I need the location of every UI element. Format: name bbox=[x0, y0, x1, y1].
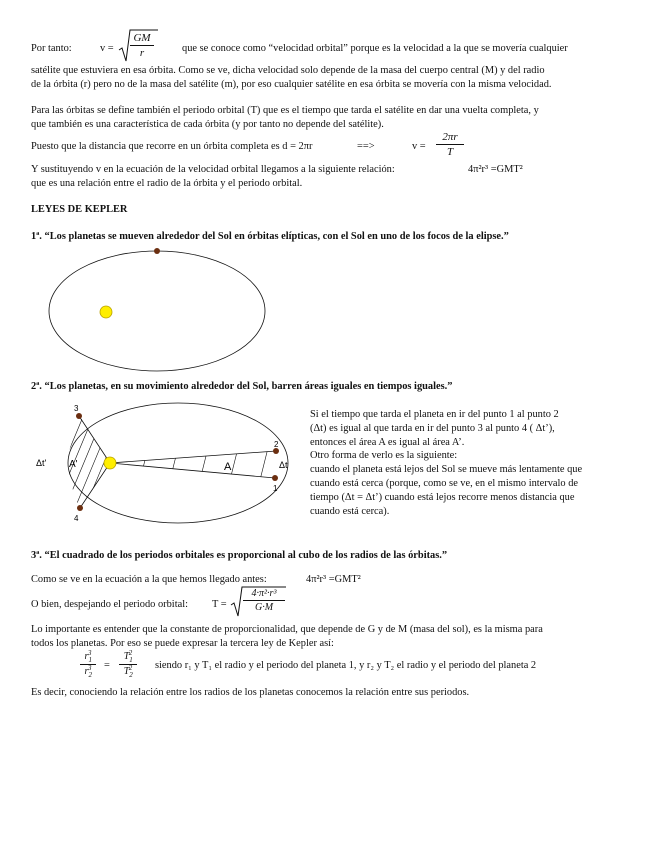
period-line-2: que también es una característica de cada órbita (y por tanto no depende del satélite). bbox=[31, 119, 384, 130]
period-line-1: Para las órbitas se define también el periodo orbital (T) que es el tiempo que tarda el satélite en dar una vuelta completa, y bbox=[31, 105, 539, 116]
sun-icon bbox=[100, 306, 112, 318]
ratio-description: siendo r₁ y T₁ el radio y el periodo del planeta 1, y r₂ y T₂ el radio y el periodo del planeta 2 bbox=[155, 660, 537, 671]
t-denominator: G·M bbox=[254, 602, 274, 613]
velocity-denominator: r bbox=[139, 47, 145, 59]
velocity-formula bbox=[130, 31, 154, 60]
law-2-text-line: cuando está cerca (porque, como se ve, en el mismo intervalo de bbox=[310, 477, 579, 489]
law-2-heading: 2ª. “Los planetas, en su movimiento alrededor del Sol, barren áreas iguales en tiempos iguales.” bbox=[31, 381, 453, 392]
law-2-text-line: tiempo (Δt = Δt’) cuando está lejos recorre menos distancia que bbox=[310, 491, 575, 503]
period-frac-den: T bbox=[446, 146, 454, 158]
law-3-heading: 3ª. “El cuadrado de los periodos orbitales es proporcional al cubo de los radios de las órbitas.” bbox=[31, 550, 448, 561]
period-line-3: Puesto que la distancia que recorre en un órbita completa es d = 2πr bbox=[31, 141, 313, 152]
law-2-text-line: Otro forma de verlo es la siguiente: bbox=[310, 450, 458, 462]
implies-arrow: ==> bbox=[357, 141, 375, 152]
law-3-relation: 4π²r³ =GMT² bbox=[306, 574, 361, 585]
law-2-text-line: cuando está cerca). bbox=[310, 505, 390, 517]
label-3: 3 bbox=[74, 404, 79, 413]
planet-1-icon bbox=[272, 475, 278, 481]
orbit-ellipse bbox=[49, 251, 265, 371]
period-frac-num: 2πr bbox=[436, 130, 464, 145]
law-1-ellipse-diagram bbox=[40, 244, 280, 374]
t-numerator: 4·π²·r³ bbox=[243, 587, 285, 601]
law-2-explanation bbox=[310, 408, 582, 518]
radius-ratio: $r_1^3$ $r_2^3$ bbox=[80, 650, 96, 679]
law-2-area-diagram bbox=[30, 400, 300, 528]
law-1-heading: 1ª. “Los planetas se mueven alrededor del Sol en órbitas elípticas, con el Sol en uno de los focos de la elipse.” bbox=[31, 231, 509, 242]
law-3-line-3: Lo importante es entender que la constante de proporcionalidad, que depende de G y de M (masa del sol), es la misma para bbox=[31, 624, 543, 635]
intro-line-2: satélite que estuviera en esa órbita. Como se ve, dicha velocidad solo depende de la masa del cuerpo central (M) y del radio bbox=[31, 65, 545, 76]
label-2: 2 bbox=[274, 440, 279, 449]
label-4: 4 bbox=[74, 514, 79, 523]
planet-icon bbox=[154, 248, 160, 254]
law-2-text-line: Si el tiempo que tarda el planeta en ir del punto 1 al punto 2 bbox=[310, 409, 559, 420]
period-formula bbox=[243, 587, 285, 614]
period-fraction bbox=[436, 130, 464, 159]
kepler-heading: LEYES DE KEPLER bbox=[31, 204, 128, 215]
dt-prime-label: Δt' bbox=[36, 458, 47, 468]
label-1: 1 bbox=[273, 484, 278, 493]
law-2-text-line: cuando el planeta está lejos del Sol se mueve más lentamente que bbox=[310, 464, 583, 476]
ratio-equals: = bbox=[104, 660, 110, 671]
intro-line-1: que se conoce como “velocidad orbital” porque es la velocidad a la que se movería cualquier bbox=[182, 43, 568, 54]
velocity-numerator: GM bbox=[130, 31, 154, 46]
period-ratio: $T_1^2$ $T_2^2$ bbox=[119, 650, 137, 679]
period-line-5: que es una relación entre el radio de la órbita y el periodo orbital. bbox=[31, 178, 303, 189]
dt-label: Δt bbox=[279, 460, 288, 470]
area-a-label: A bbox=[224, 461, 232, 473]
intro-line-3: de la órbita (r) pero no de la masa del satélite (m), por eso cualquier satélite en esa órbita se movería con la misma velocidad. bbox=[31, 79, 552, 90]
t-eq-label: T = bbox=[212, 599, 227, 610]
period-v-eq: v = bbox=[412, 141, 426, 152]
conclusion: Es decir, conociendo la relación entre los radios de los planetas conocemos la relación entre sus periodos. bbox=[31, 687, 470, 698]
law-3-line-4: todos los planetas. Por eso se puede expresar la tercera ley de Kepler así: bbox=[31, 638, 334, 649]
por-tanto-label: Por tanto: bbox=[31, 43, 72, 54]
law-2-text-line: (Δt) es igual al que tarda en ir del punto 3 al punto 4 ( Δt’), bbox=[310, 422, 555, 434]
period-line-4: Y sustituyendo v en la ecuación de la velocidad orbital llegamos a la siguiente relación: bbox=[31, 164, 395, 175]
area-a-prime-label: A' bbox=[69, 459, 78, 470]
law-3-line-2: O bien, despejando el periodo orbital: bbox=[31, 599, 188, 610]
sun-icon bbox=[104, 457, 116, 469]
planet-4-icon bbox=[77, 505, 83, 511]
law-2-text-line: entonces el área A es igual al área A’. bbox=[310, 436, 465, 448]
period-relation: 4π²r³ =GMT² bbox=[468, 164, 523, 175]
velocity-eq-label: v = bbox=[100, 43, 114, 54]
law-3-line-1: Como se ve en la ecuación a la que hemos llegado antes: bbox=[31, 574, 267, 585]
orbit-ellipse bbox=[68, 403, 288, 523]
planet-3-icon bbox=[76, 413, 82, 419]
